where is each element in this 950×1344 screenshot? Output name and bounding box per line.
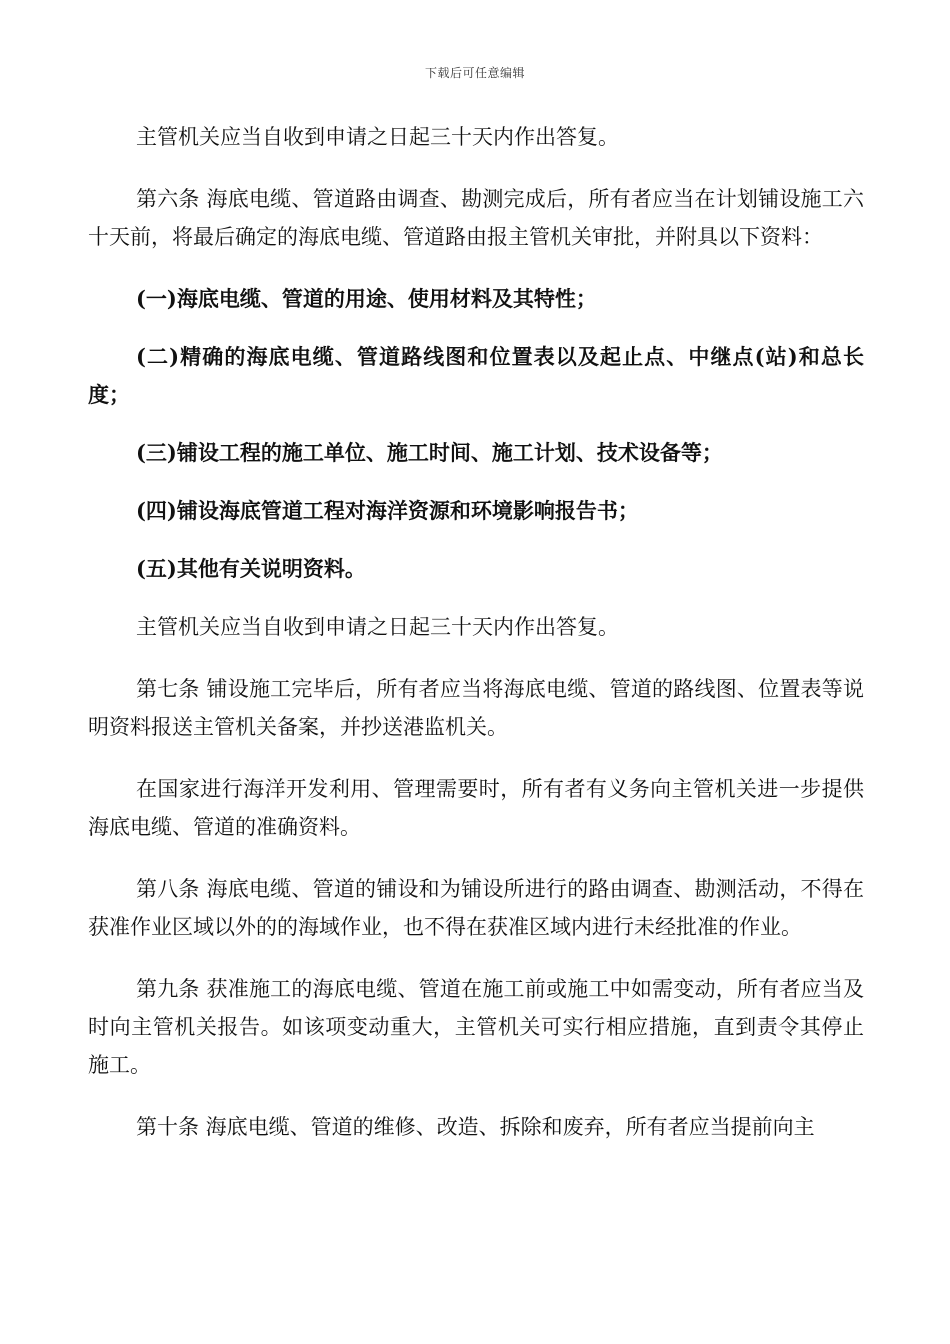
paragraph-article-10: 第十条 海底电缆、管道的维修、改造、拆除和废弃，所有者应当提前向主 (136, 1115, 815, 1139)
paragraph-article-9: 第九条 获准施工的海底电缆、管道在施工前或施工中如需变动，所有者应当及时向主管机关报告。如该项变动重大，主管机关可实行相应措施，直到责令其停止施工。 (88, 977, 864, 1077)
paragraph-reply-deadline-2: 主管机关应当自收到申请之日起三十天内作出答复。 (136, 615, 619, 639)
page-header: 下载后可任意编辑 (424, 66, 525, 80)
document-body (88, 118, 864, 1170)
paragraph-development-duty: 在国家进行海洋开发利用、管理需要时，所有者有义务向主管机关进一步提供海底电缆、管道的准确资料。 (88, 777, 864, 839)
paragraph-article-8: 第八条 海底电缆、管道的铺设和为铺设所进行的路由调查、勘测活动，不得在获准作业区域以外的的海域作业，也不得在获准区域内进行未经批准的作业。 (88, 877, 864, 939)
paragraph-reply-deadline: 主管机关应当自收到申请之日起三十天内作出答复。 (136, 125, 619, 149)
paragraph-article-7: 第七条 铺设施工完毕后，所有者应当将海底电缆、管道的路线图、位置表等说明资料报送主管机关备案，并抄送港监机关。 (88, 677, 864, 739)
list-item-4: (四)铺设海底管道工程对海洋资源和环境影响报告书； (136, 498, 639, 523)
paragraph-article-6: 第六条 海底电缆、管道路由调查、勘测完成后，所有者应当在计划铺设施工六十天前，将最后确定的海底电缆、管道路由报主管机关审批，并附具以下资料： (88, 187, 864, 249)
list-item-3: (三)铺设工程的施工单位、施工时间、施工计划、技术设备等； (136, 440, 723, 465)
list-item-2: (二)精确的海底电缆、管道路线图和位置表以及起止点、中继点(站)和总长度； (88, 344, 864, 407)
list-item-5: (五)其他有关说明资料。 (136, 556, 366, 581)
list-item-1: (一)海底电缆、管道的用途、使用材料及其特性； (136, 286, 597, 311)
